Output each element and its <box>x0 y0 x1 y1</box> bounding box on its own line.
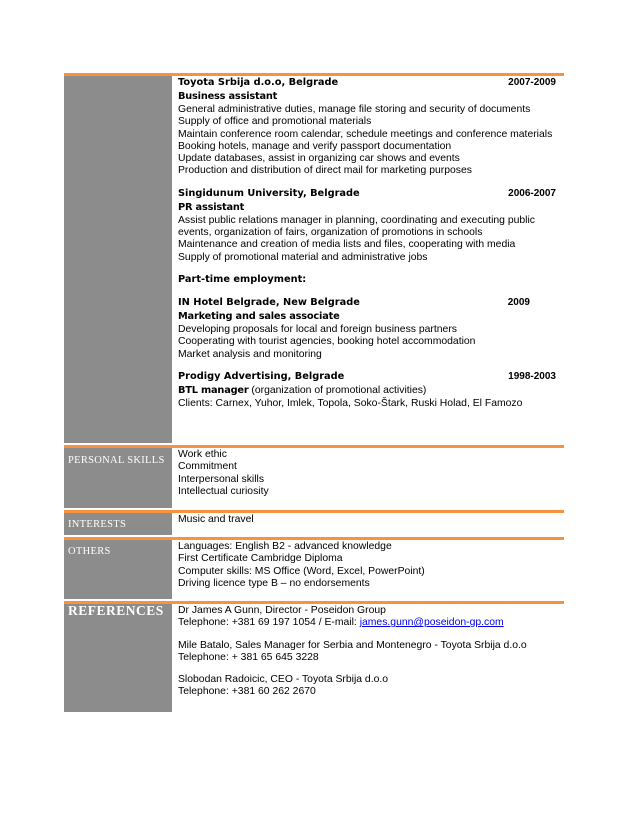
job-header <box>178 370 556 384</box>
job-years: 2006-2007 <box>508 187 556 199</box>
others-content <box>178 541 556 590</box>
sidebar-experience <box>64 76 172 443</box>
job-duty: Supply of office and promotional materials <box>178 116 372 128</box>
job-company: IN Hotel Belgrade, New Belgrade <box>178 296 360 308</box>
job-role: BTL manager <box>178 384 249 396</box>
job-company: Singidunum University, Belgrade <box>178 187 360 199</box>
job-role-note: (organization of promotional activities) <box>248 384 427 396</box>
job-years: 2009 <box>507 296 530 308</box>
job-duty: General administrative duties, manage file storing and security of documents <box>178 104 531 115</box>
job-duty: Update databases, assist in organizing car shows and events <box>178 153 460 165</box>
section-label-others: OTHERS <box>68 546 111 557</box>
reference-contact <box>178 617 556 629</box>
other-item: Driving licence type B – no endorsements <box>178 577 370 589</box>
reference-phone: Telephone: +381 69 197 1054 / E-mail: <box>178 617 360 629</box>
part-time-heading: Part-time employment: <box>178 273 307 285</box>
reference-phone: Telephone: + 381 65 645 3228 <box>178 651 319 663</box>
section-label-interests: INTERESTS <box>68 519 127 530</box>
job-duty: Market analysis and monitoring <box>178 348 322 360</box>
personal-skills-content <box>178 449 556 498</box>
job-duty: Maintenance and creation of media lists and files, cooperating with media <box>178 239 516 251</box>
experience-content <box>178 76 556 410</box>
skill-item: Interpersonal skills <box>178 473 265 485</box>
job-duty: Clients: Carnex, Yuhor, Imlek, Topola, Soko-Štark, Ruski Holad, El Famozo <box>178 397 523 409</box>
skill-item: Work ethic <box>178 449 227 460</box>
skill-item: Commitment <box>178 461 237 473</box>
job-duty: Cooperating with tourist agencies, booking hotel accommodation <box>178 336 476 348</box>
job-duty: events, organization of fairs, organization of promotions in schools <box>178 227 483 239</box>
reference-name: Slobodan Radoicic, CEO - Toyota Srbija d.o.o <box>178 674 389 686</box>
job-company: Prodigy Advertising, Belgrade <box>178 370 345 382</box>
other-item: Computer skills: MS Office (Word, Excel, PowerPoint) <box>178 565 425 577</box>
section-label-references: REFERENCES <box>68 603 164 618</box>
job-duty: Booking hotels, manage and verify passport documentation <box>178 140 452 152</box>
job-duty: Assist public relations manager in planning, coordinating and executing public <box>178 214 535 226</box>
job-role-line <box>178 384 556 398</box>
job-duty: Production and distribution of direct mail for marketing purposes <box>178 165 472 177</box>
section-rule-interests <box>64 510 564 513</box>
sidebar-references <box>64 604 172 712</box>
references-content <box>178 605 556 699</box>
section-rule-others <box>64 537 564 540</box>
job-years: 2007-2009 <box>508 77 556 88</box>
job-role: Business assistant <box>178 91 278 102</box>
job-header <box>178 76 556 90</box>
section-rule-personal-skills <box>64 445 564 448</box>
reference-name: Mile Batalo, Sales Manager for Serbia and Montenegro - Toyota Srbija d.o.o <box>178 639 527 651</box>
interest-item: Music and travel <box>178 514 254 525</box>
other-item: Languages: English B2 - advanced knowledge <box>178 541 392 552</box>
other-item: First Certificate Cambridge Diploma <box>178 553 343 565</box>
job-header <box>178 187 556 201</box>
reference-name: Dr James A Gunn, Director - Poseidon Group <box>178 605 386 616</box>
skill-item: Intellectual curiosity <box>178 485 269 497</box>
email-link[interactable]: james.gunn@poseidon-gp.com <box>359 617 504 629</box>
job-header <box>178 296 556 310</box>
job-duty: Developing proposals for local and foreign business partners <box>178 323 457 335</box>
reference-phone: Telephone: +381 60 262 2670 <box>178 686 316 698</box>
job-role: Marketing and sales associate <box>178 310 340 322</box>
job-company: Toyota Srbija d.o.o, Belgrade <box>178 77 339 88</box>
section-label-personal-skills: PERSONAL SKILLS <box>68 455 165 466</box>
job-role: PR assistant <box>178 201 245 213</box>
job-duty: Maintain conference room calendar, schedule meetings and conference materials <box>178 128 553 140</box>
interests-content <box>178 514 556 526</box>
job-duty: Supply of promotional material and administrative jobs <box>178 251 428 263</box>
job-years: 1998-2003 <box>508 370 556 382</box>
